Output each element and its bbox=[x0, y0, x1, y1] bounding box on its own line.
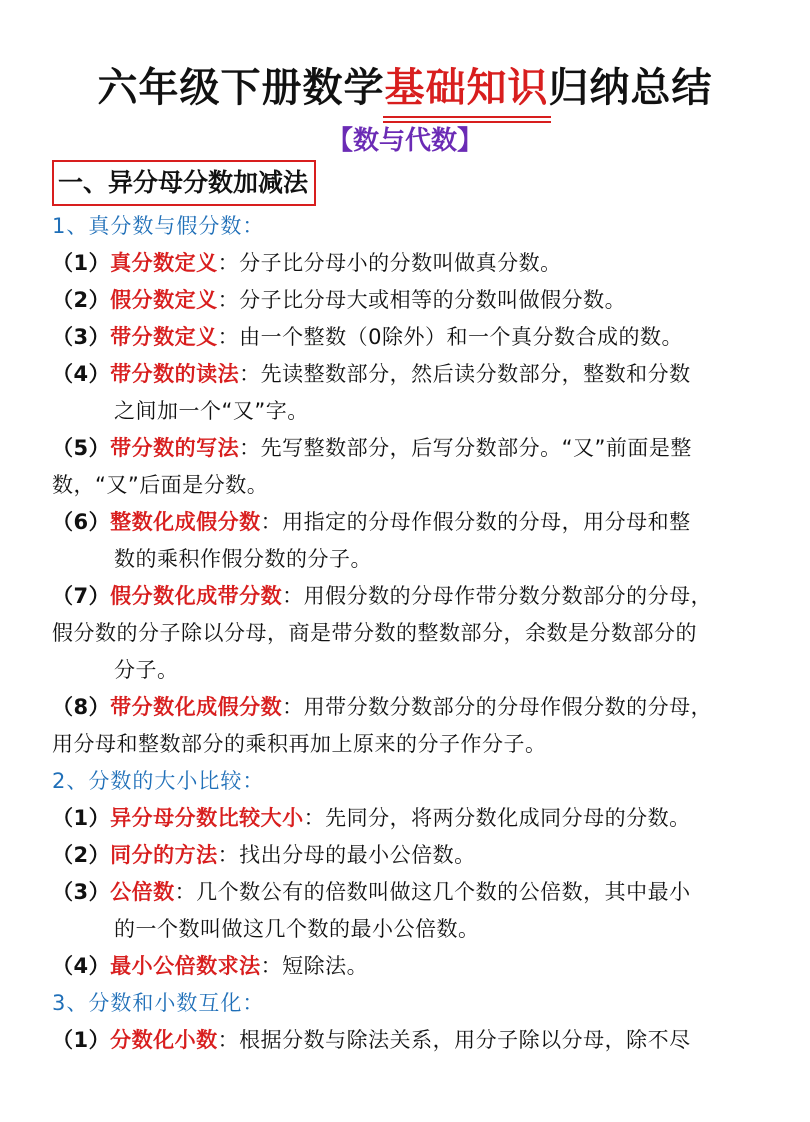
item-text: ：先读整数部分，然后读分数部分，整数和分数 bbox=[239, 362, 691, 386]
title-part-1: 六年级下册数学 bbox=[97, 65, 385, 111]
item-text: ：找出分母的最小公倍数。 bbox=[217, 843, 476, 867]
page-title bbox=[0, 56, 810, 113]
item-text: 的一个数叫做这几个数的最小公倍数。 bbox=[114, 917, 480, 941]
item-text: ：分子比分母小的分数叫做真分数。 bbox=[217, 251, 562, 275]
section-title: 一、异分母分数加减法 bbox=[52, 160, 316, 206]
item-term: 真分数定义 bbox=[110, 251, 218, 275]
subsection-heading: 2、分数的大小比较： bbox=[52, 769, 265, 793]
list-item-line bbox=[52, 356, 762, 393]
item-text: 假分数的分子除以分母，商是带分数的整数部分，余数是分数部分的 bbox=[52, 621, 697, 645]
item-number: （1） bbox=[52, 806, 111, 830]
item-text: ：先同分，将两分数化成同分母的分数。 bbox=[303, 806, 691, 830]
subsection-heading: 1、真分数与假分数： bbox=[52, 214, 265, 238]
item-text: 分子。 bbox=[114, 658, 179, 682]
item-number: （4） bbox=[52, 954, 111, 978]
item-number: （1） bbox=[52, 1028, 111, 1052]
list-item-line bbox=[52, 800, 762, 837]
list-item-line bbox=[52, 467, 762, 504]
list-item-line bbox=[52, 319, 762, 356]
item-number: （1） bbox=[52, 251, 111, 275]
content-body bbox=[52, 208, 762, 1059]
item-number: （3） bbox=[52, 880, 111, 904]
item-term: 同分的方法 bbox=[110, 843, 218, 867]
item-number: （3） bbox=[52, 325, 111, 349]
list-item-line bbox=[52, 615, 762, 652]
item-term: 最小公倍数求法 bbox=[110, 954, 261, 978]
item-text: ：用指定的分母作假分数的分母，用分母和整 bbox=[260, 510, 691, 534]
list-item-line bbox=[52, 1022, 762, 1059]
item-term: 带分数的写法 bbox=[110, 436, 240, 460]
item-term: 分数化小数 bbox=[110, 1028, 218, 1052]
list-item-line bbox=[52, 689, 762, 726]
item-term: 带分数化成假分数 bbox=[110, 695, 283, 719]
list-item-line bbox=[52, 726, 762, 763]
item-number: （7） bbox=[52, 584, 111, 608]
item-term: 异分母分数比较大小 bbox=[110, 806, 304, 830]
subtitle: 【数与代数】 bbox=[326, 126, 483, 156]
item-text: ：由一个整数（0除外）和一个真分数合成的数。 bbox=[217, 325, 683, 349]
item-number: （6） bbox=[52, 510, 111, 534]
item-term: 带分数定义 bbox=[110, 325, 218, 349]
item-number: （2） bbox=[52, 843, 111, 867]
list-item-line bbox=[52, 504, 762, 541]
item-text: ：先写整数部分，后写分数部分。“又”前面是整 bbox=[239, 436, 692, 460]
list-item-line bbox=[52, 874, 762, 911]
item-number: （4） bbox=[52, 362, 111, 386]
list-item-line bbox=[52, 948, 762, 985]
list-item-line bbox=[52, 245, 762, 282]
list-item-line bbox=[52, 652, 762, 689]
item-term: 假分数化成带分数 bbox=[110, 584, 283, 608]
item-text: 数，“又”后面是分数。 bbox=[52, 473, 269, 497]
item-text: ：分子比分母大或相等的分数叫做假分数。 bbox=[217, 288, 627, 312]
title-part-2: 归纳总结 bbox=[548, 65, 713, 111]
item-text: ：用带分数分数部分的分母作假分数的分母， bbox=[282, 695, 713, 719]
item-text: ：几个数公有的倍数叫做这几个数的公倍数，其中最小 bbox=[174, 880, 691, 904]
list-item-line bbox=[52, 282, 762, 319]
list-item-line bbox=[52, 430, 762, 467]
item-text: ：短除法。 bbox=[260, 954, 369, 978]
item-term: 整数化成假分数 bbox=[110, 510, 261, 534]
list-item-line bbox=[52, 393, 762, 430]
list-item-line bbox=[52, 578, 762, 615]
subsection-heading: 3、分数和小数互化： bbox=[52, 991, 265, 1015]
item-text: 用分母和整数部分的乘积再加上原来的分子作分子。 bbox=[52, 732, 547, 756]
item-term: 带分数的读法 bbox=[110, 362, 240, 386]
list-item-line bbox=[52, 837, 762, 874]
item-term: 公倍数 bbox=[110, 880, 175, 904]
item-number: （2） bbox=[52, 288, 111, 312]
list-item-line bbox=[52, 911, 762, 948]
item-text: ：用假分数的分母作带分数分数部分的分母， bbox=[282, 584, 713, 608]
title-highlight: 基础知识 bbox=[385, 56, 549, 113]
item-term: 假分数定义 bbox=[110, 288, 218, 312]
list-item-line bbox=[52, 541, 762, 578]
item-text: 数的乘积作假分数的分子。 bbox=[114, 547, 372, 571]
item-number: （8） bbox=[52, 695, 111, 719]
item-text: ：根据分数与除法关系，用分子除以分母，除不尽 bbox=[217, 1028, 691, 1052]
item-text: 之间加一个“又”字。 bbox=[114, 399, 309, 423]
item-number: （5） bbox=[52, 436, 111, 460]
